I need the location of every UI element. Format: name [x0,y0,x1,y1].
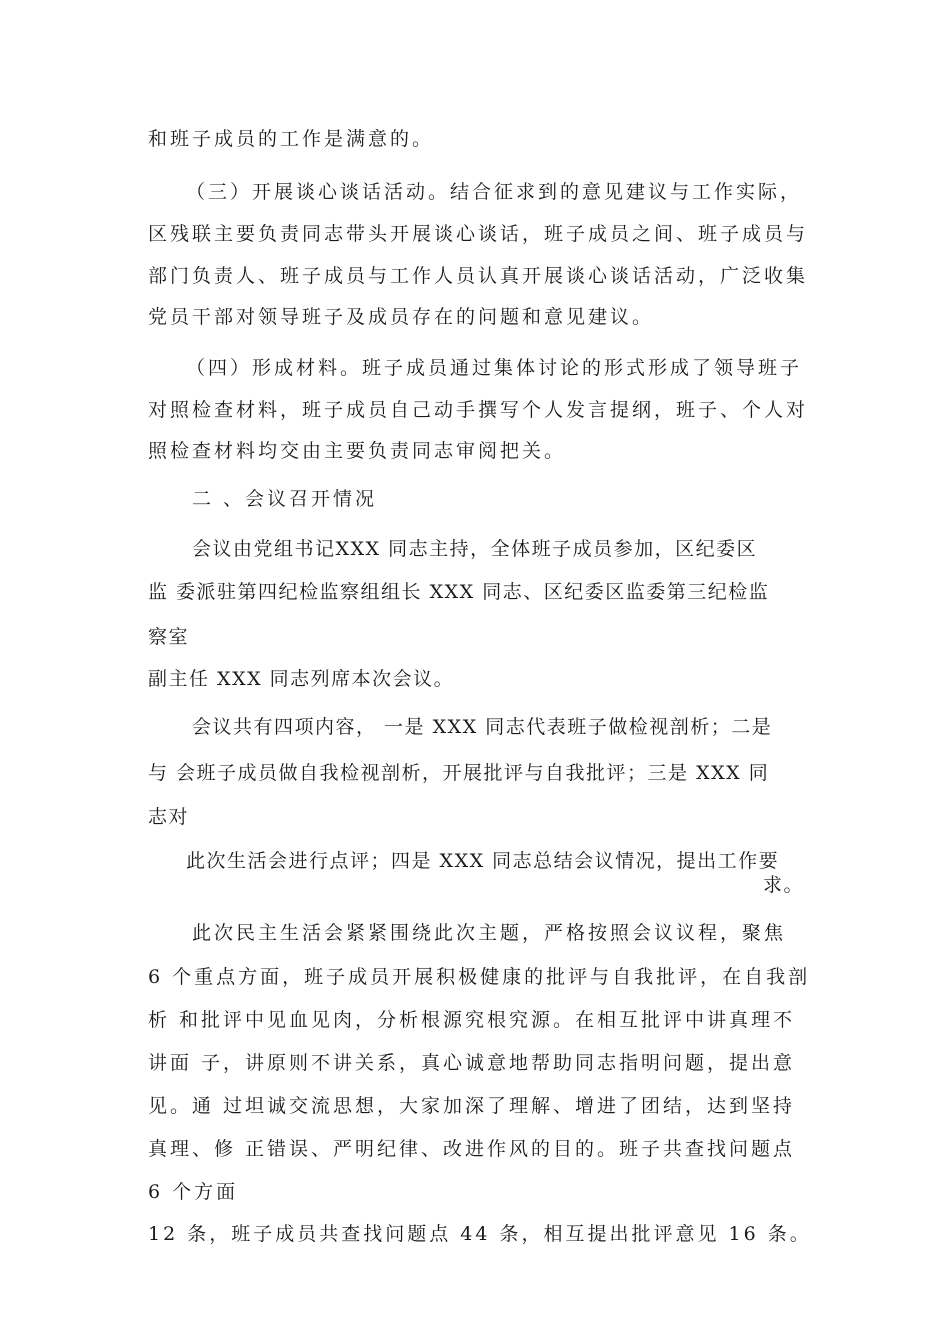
paragraph-line: （四）形成材料。班子成员通过集体讨论的形式形成了领导班子 [186,357,803,379]
paragraph-line: 察室 [148,626,190,648]
paragraph-line: 6 个重点方面，班子成员开展积极健康的批评与自我批评，在自我剖 [148,966,811,988]
paragraph-line: 党员干部对领导班子及成员存在的问题和意见建议。 [148,306,655,328]
paragraph-line: 析 和批评中见血见肉，分析根源究根究源。在相互批评中讲真理不 [148,1009,796,1031]
paragraph-line: 志对 [148,806,190,828]
paragraph-line: 副主任 XXX 同志列席本次会议。 [148,668,455,690]
paragraph-line: （三）开展谈心谈话活动。结合征求到的意见建议与工作实际， [186,181,803,203]
paragraph-line: 会议由党组书记XXX 同志主持，全体班子成员参加，区纪委区 [192,538,758,560]
paragraph-line: 讲面 子，讲原则不讲关系，真心诚意地帮助同志指明问题，提出意 [148,1052,796,1074]
paragraph-line: 区残联主要负责同志带头开展谈心谈话，班子成员之间、班子成员与 [148,223,809,245]
paragraph-line: 与 会班子成员做自我检视剖析，开展批评与自我批评；三是 XXX 同 [148,762,770,784]
paragraph-line: 对照检查材料，班子成员自己动手撰写个人发言提纲，班子、个人对 [148,399,809,421]
paragraph-line: 求。 [763,874,805,896]
paragraph-line: 此次生活会进行点评；四是 XXX 同志总结会议情况，提出工作要 [186,850,780,872]
paragraph-line: 会议共有四项内容， 一是 XXX 同志代表班子做检视剖析；二是 [192,716,773,738]
section-heading: 二 、会议召开情况 [192,488,378,510]
paragraph-line: 12 条，班子成员共查找问题点 44 条，相互提出批评意见 16 条。 [148,1223,812,1245]
paragraph-line: 6 个方面 [148,1181,239,1203]
paragraph-line: 见。通 过坦诚交流思想，大家加深了理解、增进了团结，达到坚持 [148,1095,796,1117]
paragraph-line: 监 委派驻第四纪检监察组组长 XXX 同志、区纪委区监委第三纪检监 [148,581,770,603]
paragraph-line: 部门负责人、班子成员与工作人员认真开展谈心谈话活动，广泛收集 [148,265,809,287]
paragraph-line: 照检查材料均交由主要负责同志审阅把关。 [148,440,567,462]
paragraph-line: 和班子成员的工作是满意的。 [148,128,435,150]
paragraph-line: 真理、修 正错误、严明纪律、改进作风的目的。班子共查找问题点 [148,1138,796,1160]
paragraph-line: 此次民主生活会紧紧围绕此次主题，严格按照会议议程，聚焦 [192,922,787,944]
